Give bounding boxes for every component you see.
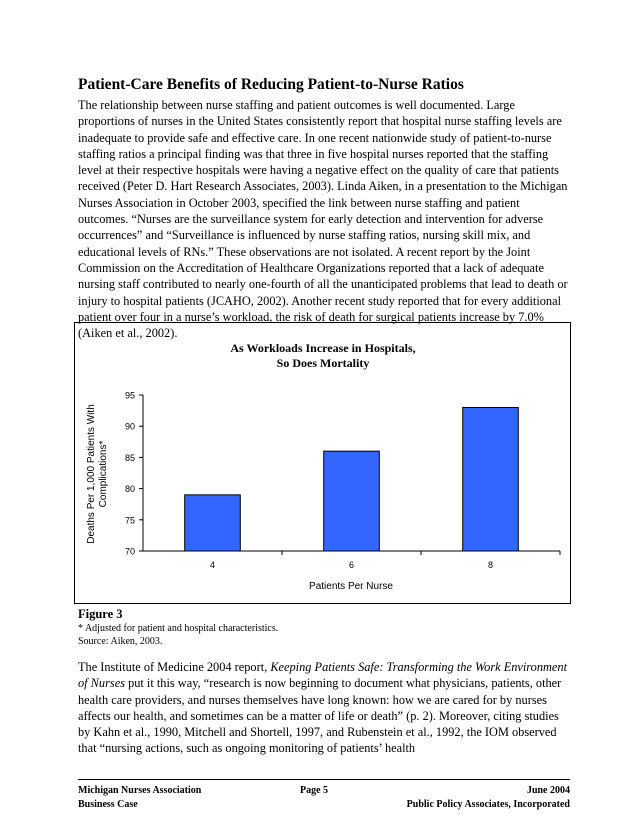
iom-text-after: put it this way, “research is now beginning to document what physicians, patients, other health care providers, and nurses themselves have long known: how we are cared for by nurses affects our health, and sometimes can be a matter of life or death” (p. 2). Moreover, citing studies by Kahn et al., 1990, Mitchell and Shortell, 1997, and Rubenstein et al., 1992, the IOM observed that “nursing actions, such as ongoing monitoring of patients’ health: [78, 676, 562, 756]
figure-source: Source: Aiken, 2003.: [78, 636, 163, 647]
x-tick-label: 6: [348, 560, 355, 570]
intro-paragraph: The relationship between nurse staffing and patient outcomes is well documented. Large proportions of nurses in the United States consistently report that hospital nurse staffing levels are inadequate to provide safe and effective care. In one recent nationwide study of patient-to-nurse staffing ratios a principal finding was that three in five hospital nurses reported that the staffing level at their respective hospitals were having a negative effect on the quality of care that patients received (Peter D. Hart Research Associates, 2003). Linda Aiken, in a presentation to the Michigan Nurses Association in October 2003, specified the link between nurse staffing and patient outcomes. “Nurses are the surveillance system for early detection and intervention for adverse occurrences” and “Surveillance is influenced by nurse staffing ratios, nursing skill mix, and educational levels of RNs.” These observations are not isolated. A recent report by the Joint Commission on the Accreditation of Healthcare Organizations reported that a lack of adequate nursing staff contributed to nearly one-fourth of all the unanticipated problems that lead to death or injury to hospital patients (JCAHO, 2002). Another recent study reported that for every additional patient over four in a nurse’s workload, the risk of death for surgical patients increase by 7.0% (Aiken et al., 2002).: [78, 98, 568, 341]
iom-report-title: Keeping Patients Safe: Transforming the Work Environment of Nurses: [78, 660, 567, 691]
footer-org: Michigan Nurses Association: [78, 785, 202, 796]
section-heading: Patient-Care Benefits of Reducing Patient-to-Nurse Ratios: [78, 76, 464, 93]
footer-doc-type: Business Case: [78, 799, 138, 810]
x-tick-label: 8: [487, 560, 494, 570]
y-tick-label: 85: [124, 452, 135, 463]
iom-paragraph: [78, 659, 570, 757]
x-axis-label: Patients Per Nurse: [309, 581, 393, 592]
footer-page-number: Page 5: [300, 785, 329, 796]
y-tick-label: 90: [124, 421, 135, 432]
bar-4-patients: [185, 495, 241, 551]
y-tick-label: 75: [124, 515, 135, 526]
chart-frame: [74, 322, 571, 604]
iom-text-before: The Institute of Medicine 2004 report,: [78, 660, 271, 674]
bar-6-patients: [324, 451, 380, 551]
y-axis-label-line2: Complications*: [98, 440, 109, 508]
chart-subtitle: So Does Mortality: [276, 356, 370, 370]
mortality-bar-chart: [75, 323, 572, 605]
y-tick-label: 70: [124, 546, 135, 557]
y-tick-label: 95: [124, 390, 135, 401]
bar-8-patients: [463, 407, 519, 551]
y-axis-label-line1: Deaths Per 1,000 Patients With: [86, 404, 97, 544]
y-tick-label: 80: [124, 484, 135, 495]
x-tick-label: 4: [209, 560, 216, 570]
figure-label: Figure 3: [78, 607, 123, 621]
footer-author: Public Policy Associates, Incorporated: [406, 799, 570, 810]
footer-divider: [78, 779, 570, 780]
chart-title: As Workloads Increase in Hospitals,: [230, 341, 416, 355]
footer-date: June 2004: [526, 785, 570, 796]
figure-note: * Adjusted for patient and hospital characteristics.: [78, 623, 279, 634]
